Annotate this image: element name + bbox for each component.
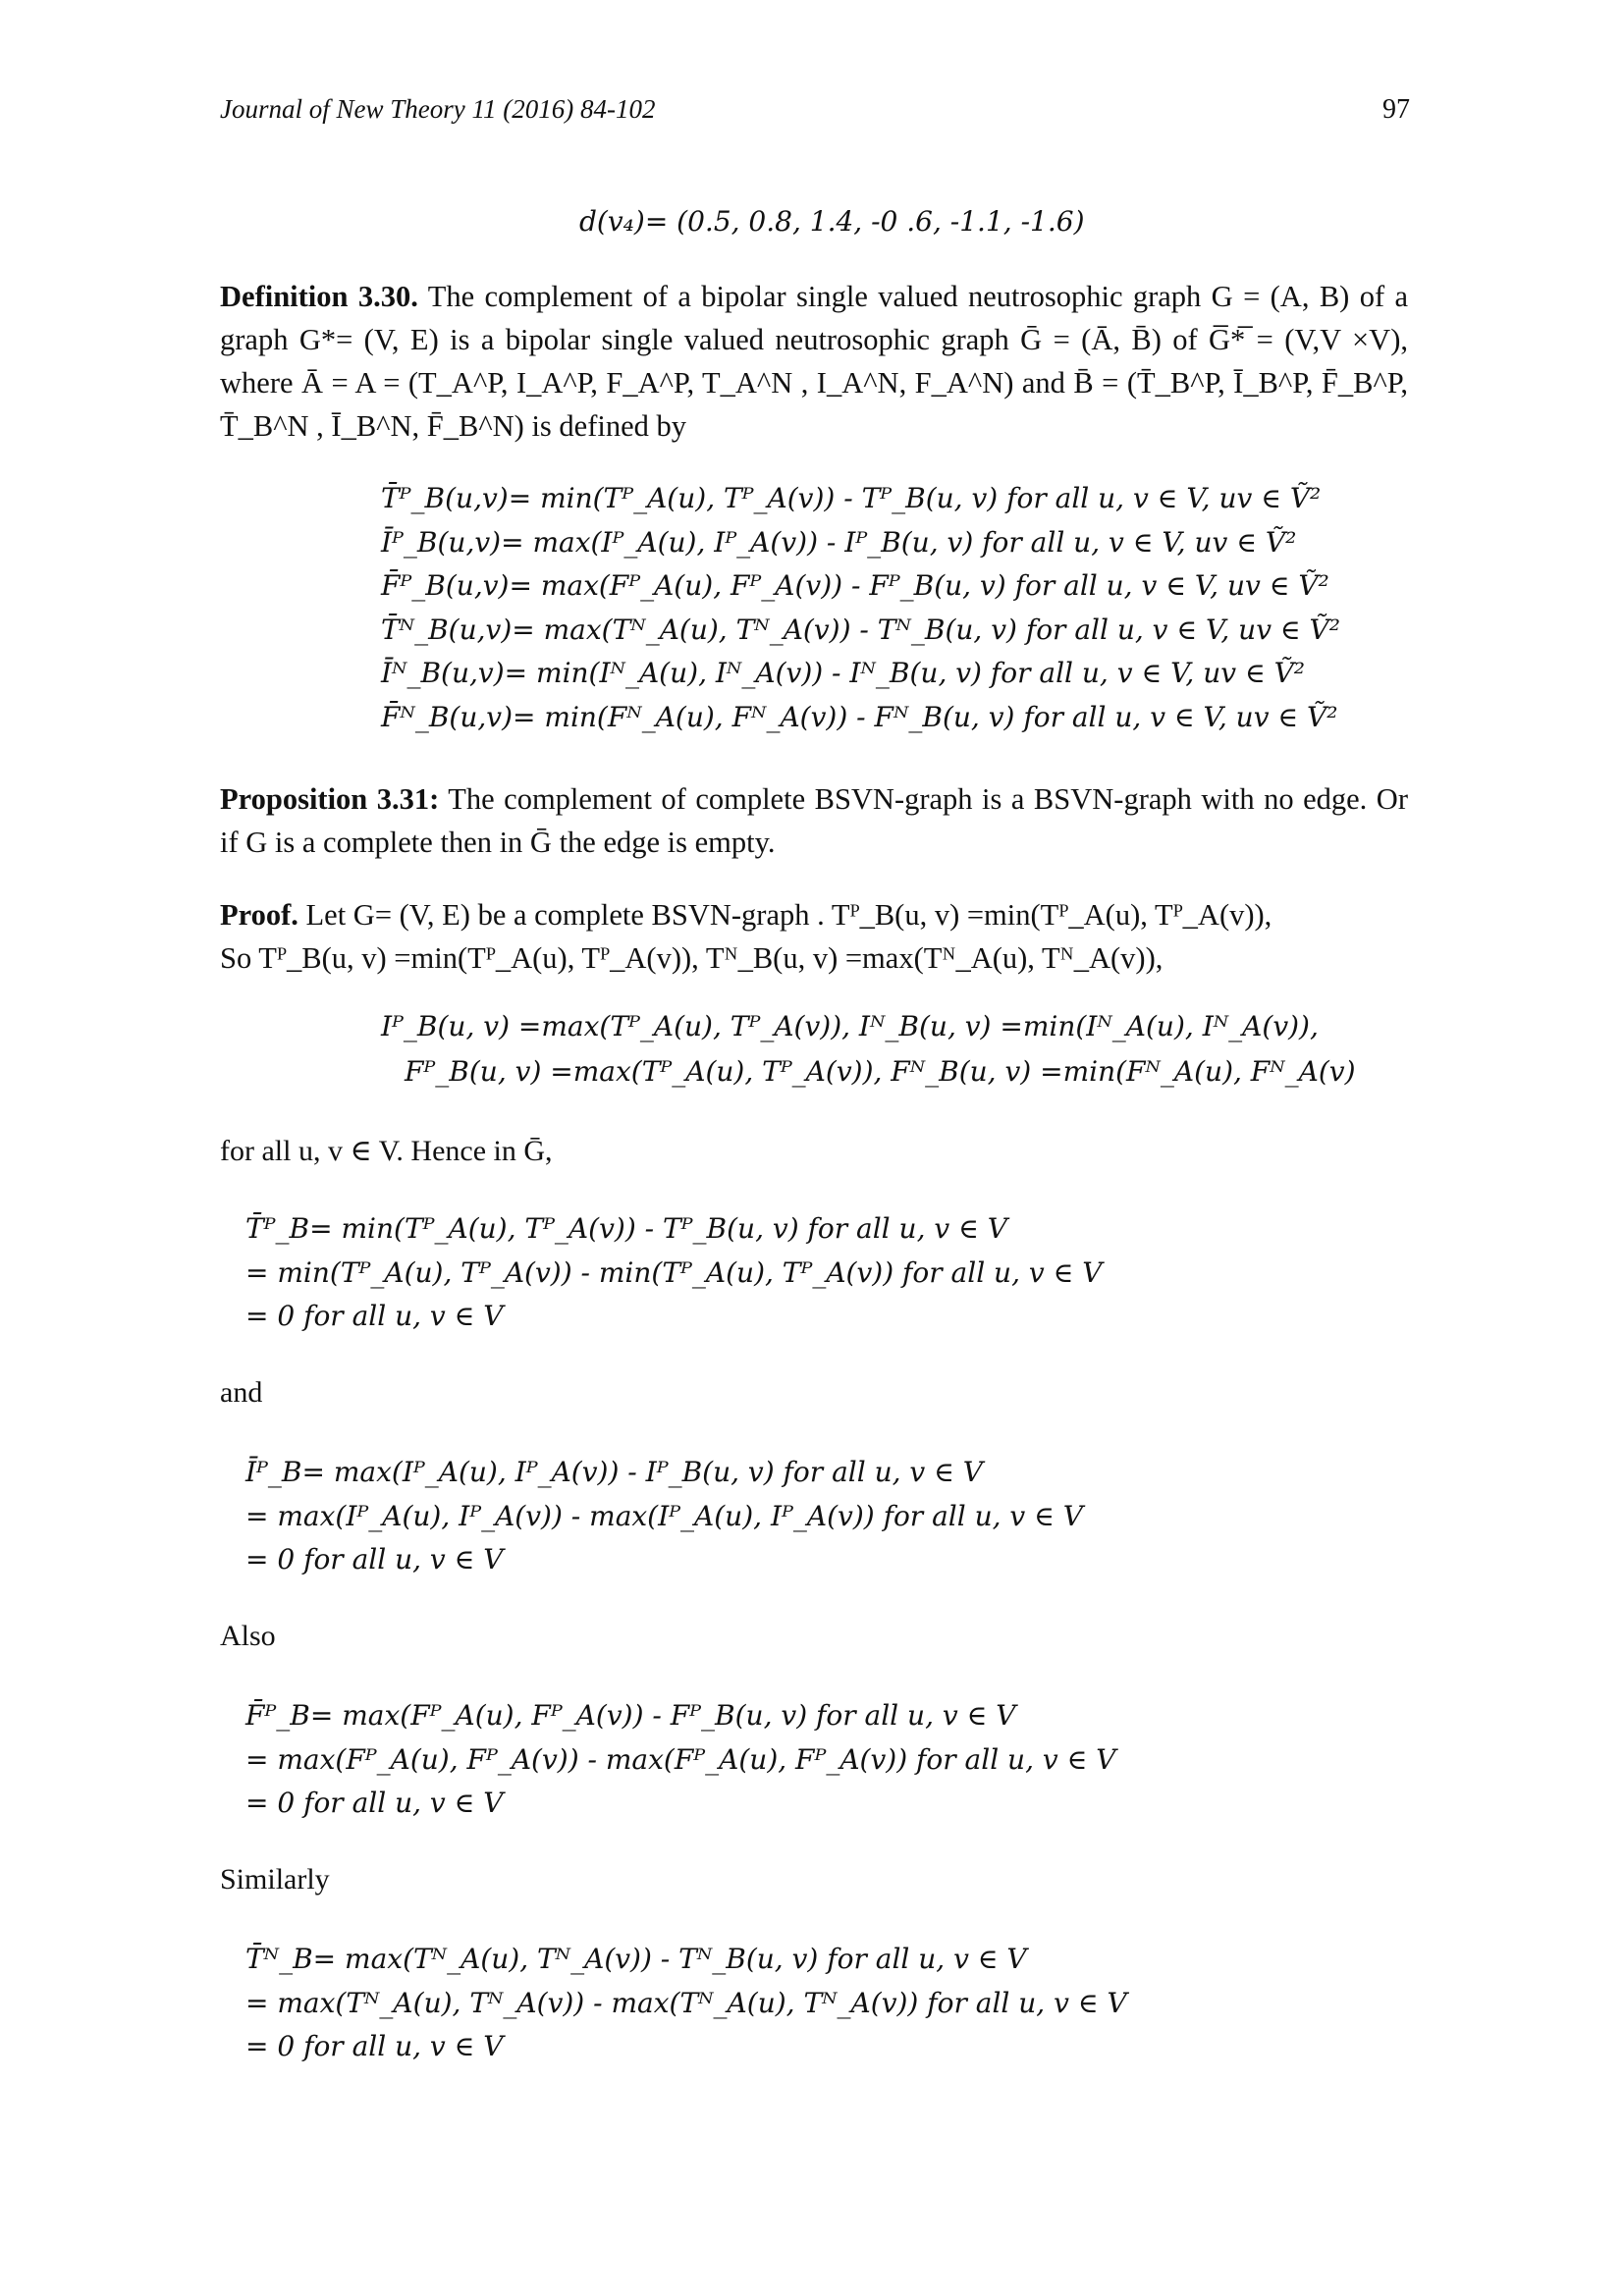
running-header: Journal of New Theory 11 (2016) 84-102 xyxy=(220,94,656,124)
proof-block-3 xyxy=(245,1694,1115,1826)
proof-hence: for all u, v ∈ V. Hence in Ḡ, xyxy=(220,1135,553,1167)
equation-line: F̄ᴺ_B(u,v)= min(Fᴺ_A(u), Fᴺ_A(v)) - Fᴺ_B(u, v) for all u, v ∈ V, uv ∈ Ṽ² xyxy=(381,700,1338,733)
proof-step: = max(Iᴾ_A(u), Iᴾ_A(v)) - max(Iᴾ_A(u), Iᴾ_A(v)) for all u, v ∈ V xyxy=(245,1499,1083,1532)
proposition-text: The complement of complete BSVN-graph is a BSVN-graph with no edge. Or if G is a complete then in Ḡ the edge is empty. xyxy=(220,782,1408,859)
definition-text: The complement of a bipolar single valued neutrosophic graph G = (A, B) of a graph G*= (V, E) is a bipolar single valued neutrosophic graph Ḡ = (Ā, B̄) of G̅*̅ = (V,V ×V), where Ā = A = (T_A^P, I_A^P, F_A^P, T_A^N , I_A^N, F_A^N) and B̄ = (T̄_B^P, Ī_B^P, F̄_B^P, T̄_B^N , Ī_B^N, F̄_B^N) is defined by xyxy=(220,280,1409,443)
definition-equations xyxy=(381,477,1340,739)
equation-line: Īᴺ_B(u,v)= min(Iᴺ_A(u), Iᴺ_A(v)) - Iᴺ_B(u, v) for all u, v ∈ V, uv ∈ Ṽ² xyxy=(381,657,1306,689)
proof-block-1 xyxy=(245,1207,1102,1339)
page-number: 97 xyxy=(1382,94,1410,125)
proof-step: Īᴾ_B= max(Iᴾ_A(u), Iᴾ_A(v)) - Iᴾ_B(u, v) for all u, v ∈ V xyxy=(245,1456,983,1488)
proof-step: T̄ᴾ_B= min(Tᴾ_A(u), Tᴾ_A(v)) - Tᴾ_B(u, v) for all u, v ∈ V xyxy=(245,1212,1007,1245)
proof-line-1: Let G= (V, E) be a complete BSVN-graph . Tᴾ_B(u, v) =min(Tᴾ_A(u), Tᴾ_A(v)), xyxy=(305,898,1272,932)
proof-label: Proof. xyxy=(220,898,298,932)
proof-step: = 0 for all u, v ∈ V xyxy=(245,1787,504,1819)
proof-also: Also xyxy=(220,1620,276,1652)
proof-step: = 0 for all u, v ∈ V xyxy=(245,1300,504,1332)
proof-paragraph xyxy=(220,893,1408,980)
proof-similarly: Similarly xyxy=(220,1863,330,1896)
proof-and: and xyxy=(220,1376,263,1409)
proof-step: = max(Fᴾ_A(u), Fᴾ_A(v)) - max(Fᴾ_A(u), Fᴾ_A(v)) for all u, v ∈ V xyxy=(245,1742,1116,1776)
proof-step: = 0 for all u, v ∈ V xyxy=(245,1543,504,1575)
proof-pair-2: Fᴾ_B(u, v) =max(Tᴾ_A(u), Tᴾ_A(v)), Fᴺ_B(u, v) =min(Fᴺ_A(u), Fᴺ_A(v) xyxy=(405,1055,1356,1088)
proof-step: = min(Tᴾ_A(u), Tᴾ_A(v)) - min(Tᴾ_A(u), Tᴾ_A(v)) for all u, v ∈ V xyxy=(245,1255,1103,1289)
definition-label: Definition 3.30. xyxy=(220,280,418,313)
proof-step: = max(Tᴺ_A(u), Tᴺ_A(v)) - max(Tᴺ_A(u), Tᴺ_A(v)) for all u, v ∈ V xyxy=(245,1986,1127,2019)
definition-paragraph xyxy=(220,275,1408,448)
proof-step: F̄ᴾ_B= max(Fᴾ_A(u), Fᴾ_A(v)) - Fᴾ_B(u, v) for all u, v ∈ V xyxy=(245,1699,1016,1732)
degree-line: d(v₄)= (0.5, 0.8, 1.4, -0 .6, -1.1, -1.6) xyxy=(579,205,1085,238)
proof-pair-1: Iᴾ_B(u, v) =max(Tᴾ_A(u), Tᴾ_A(v)), Iᴺ_B(u, v) =min(Iᴺ_A(u), Iᴺ_A(v)), xyxy=(381,1010,1319,1042)
equation-line: T̄ᴺ_B(u,v)= max(Tᴺ_A(u), Tᴺ_A(v)) - Tᴺ_B(u, v) for all u, v ∈ V, uv ∈ Ṽ² xyxy=(381,613,1340,646)
proof-step: = 0 for all u, v ∈ V xyxy=(245,2030,504,2062)
proposition-paragraph xyxy=(220,777,1408,864)
proof-line-2: So Tᴾ_B(u, v) =min(Tᴾ_A(u), Tᴾ_A(v)), Tᴺ_B(u, v) =max(Tᴺ_A(u), Tᴺ_A(v)), xyxy=(220,941,1164,975)
equation-line: F̄ᴾ_B(u,v)= max(Fᴾ_A(u), Fᴾ_A(v)) - Fᴾ_B(u, v) for all u, v ∈ V, uv ∈ Ṽ² xyxy=(381,569,1329,602)
proof-step: T̄ᴺ_B= max(Tᴺ_A(u), Tᴺ_A(v)) - Tᴺ_B(u, v) for all u, v ∈ V xyxy=(245,1943,1027,1975)
proof-block-4 xyxy=(245,1938,1127,2069)
equation-line: T̄ᴾ_B(u,v)= min(Tᴾ_A(u), Tᴾ_A(v)) - Tᴾ_B(u, v) for all u, v ∈ V, uv ∈ Ṽ² xyxy=(381,482,1322,514)
proof-block-2 xyxy=(245,1451,1083,1582)
proposition-label: Proposition 3.31: xyxy=(220,782,440,816)
equation-line: Īᴾ_B(u,v)= max(Iᴾ_A(u), Iᴾ_A(v)) - Iᴾ_B(u, v) for all u, v ∈ V, uv ∈ Ṽ² xyxy=(381,525,1297,559)
